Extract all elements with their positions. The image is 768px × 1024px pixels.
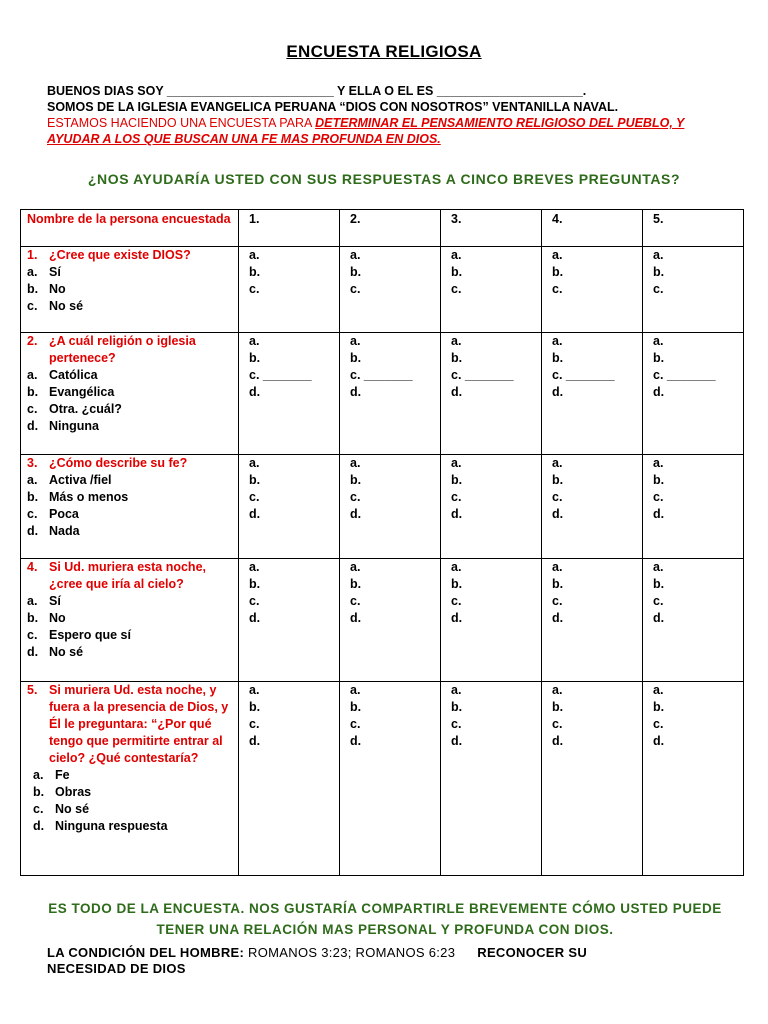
option-item [27, 644, 232, 661]
answer-choice[interactable]: c. _______ [552, 368, 615, 382]
answer-choice[interactable]: b. [552, 351, 564, 365]
answer-cell[interactable] [239, 682, 340, 876]
question-number: 4. [27, 560, 38, 574]
question-title [27, 559, 232, 593]
answer-choice[interactable]: a. [249, 683, 260, 697]
answer-choice[interactable]: b. [653, 265, 665, 279]
answer-choice[interactable]: c. [653, 282, 664, 296]
answer-choices [649, 247, 737, 298]
footer-rest: NECESIDAD DE DIOS [47, 961, 186, 976]
question-title [27, 247, 232, 264]
answer-choice[interactable]: a. [653, 560, 664, 574]
question-cell [21, 455, 239, 559]
table-header-row [21, 210, 744, 247]
answer-choice[interactable]: a. [653, 334, 664, 348]
answer-choice[interactable]: d. [451, 734, 463, 748]
answer-choice[interactable]: b. [552, 700, 564, 714]
question-number: 2. [27, 334, 38, 348]
answer-choice[interactable]: c. [350, 717, 361, 731]
option-letter: a. [27, 594, 38, 608]
answer-choice[interactable]: a. [451, 248, 462, 262]
answer-choices [649, 333, 737, 401]
answer-cell[interactable] [239, 333, 340, 455]
option-item [27, 801, 232, 818]
question-text: Si Ud. muriera esta noche, ¿cree que iría al cielo? [49, 560, 206, 591]
answer-choice[interactable]: b. [451, 577, 463, 591]
answer-cell[interactable] [441, 333, 542, 455]
question-row [21, 333, 744, 455]
survey-question-heading: ¿NOS AYUDARÍA USTED CON SUS RESPUESTAS A CINCO BREVES PREGUNTAS? [87, 171, 681, 187]
answer-choices [649, 682, 737, 750]
answer-choices [548, 559, 636, 627]
question-text: ¿A cuál religión o iglesia pertenece? [49, 334, 196, 365]
answer-choices [649, 455, 737, 523]
answer-choice[interactable]: a. [653, 456, 664, 470]
question-cell [21, 682, 239, 876]
answer-choice[interactable]: a. [350, 334, 361, 348]
answer-choices [548, 247, 636, 298]
answer-cell[interactable] [239, 559, 340, 682]
answer-choice[interactable]: b. [350, 265, 362, 279]
answer-choice[interactable]: b. [249, 473, 261, 487]
option-text: Evangélica [49, 385, 115, 399]
answer-choice[interactable]: a. [451, 456, 462, 470]
answer-choice[interactable]: a. [552, 334, 563, 348]
answer-choice[interactable]: b. [653, 473, 665, 487]
answer-choice[interactable]: a. [249, 248, 260, 262]
answer-choice[interactable]: d. [653, 507, 665, 521]
answer-cell[interactable] [340, 247, 441, 333]
answer-choice[interactable]: b. [451, 351, 463, 365]
question-row [21, 455, 744, 559]
answer-choice[interactable]: d. [451, 507, 463, 521]
intro-purpose-plain: ESTAMOS HACIENDO UNA ENCUESTA PARA [47, 116, 316, 130]
option-text: Obras [55, 785, 92, 799]
option-text: Católica [49, 368, 98, 382]
option-text: No sé [49, 299, 84, 313]
answer-choice[interactable]: b. [653, 577, 665, 591]
answer-choice[interactable]: a. [552, 248, 563, 262]
option-letter: c. [27, 299, 38, 313]
option-text: Fe [55, 768, 70, 782]
header-col-4 [542, 210, 643, 247]
answer-choice[interactable]: a. [249, 560, 260, 574]
answer-choice[interactable]: c. [451, 282, 462, 296]
question-row [21, 682, 744, 876]
option-letter: b. [27, 282, 39, 296]
column-number: 5. [653, 212, 664, 226]
answer-choice[interactable]: d. [350, 734, 362, 748]
answer-choice[interactable]: d. [552, 734, 564, 748]
answer-choice[interactable]: c. [552, 490, 563, 504]
answer-choices [447, 559, 535, 627]
answer-choice[interactable]: b. [451, 265, 463, 279]
answer-choice[interactable]: a. [653, 683, 664, 697]
question-title [27, 455, 232, 472]
option-letter: a. [33, 768, 44, 782]
option-item [27, 610, 232, 627]
answer-choice[interactable]: c. [350, 282, 361, 296]
option-text: Sí [49, 594, 61, 608]
column-number: 4. [552, 212, 563, 226]
option-letter: a. [27, 265, 38, 279]
option-text: Espero que sí [49, 628, 131, 642]
answer-choices [447, 247, 535, 298]
answer-choice[interactable]: d. [653, 611, 665, 625]
answer-choice[interactable]: d. [249, 507, 261, 521]
answer-cell[interactable] [643, 247, 744, 333]
question-number: 3. [27, 456, 38, 470]
answer-choice[interactable]: b. [350, 351, 362, 365]
answer-choice[interactable]: a. [451, 334, 462, 348]
answer-cell[interactable] [643, 559, 744, 682]
answer-cell[interactable] [441, 682, 542, 876]
option-letter: c. [27, 628, 38, 642]
answer-choice[interactable]: b. [552, 473, 564, 487]
column-number: 1. [249, 212, 260, 226]
intro-purpose-emphasis: DETERMINAR EL PENSAMIENTO RELIGIOSO DEL PUEBLO, Y AYUDAR A LOS QUE BUSCAN UNA FE MAS PROFUNDA EN DIOS. [47, 116, 685, 146]
option-item [27, 593, 232, 610]
answer-choice[interactable]: b. [249, 577, 261, 591]
answer-choice[interactable]: a. [350, 683, 361, 697]
option-item [27, 298, 232, 315]
option-text: Otra. ¿cuál? [49, 402, 122, 416]
header-col-2 [340, 210, 441, 247]
header-col-5 [643, 210, 744, 247]
answer-choice[interactable]: c. [249, 717, 260, 731]
option-text: Ninguna [49, 419, 99, 433]
option-text: No [49, 282, 66, 296]
answer-choice[interactable]: d. [451, 385, 463, 399]
answer-choice[interactable]: c. [451, 717, 462, 731]
intro-line-1: BUENOS DIAS SOY ________________________ Y ELLA O EL ES _____________________. [47, 84, 587, 98]
footer-refs: ROMANOS 3:23; ROMANOS 6:23 [244, 945, 456, 960]
option-item [27, 627, 232, 644]
answer-choice[interactable]: d. [350, 385, 362, 399]
option-item [27, 506, 232, 523]
option-text: Más o menos [49, 490, 129, 504]
answer-choice[interactable]: b. [653, 700, 665, 714]
answer-choices [447, 682, 535, 750]
intro-line-2: SOMOS DE LA IGLESIA EVANGELICA PERUANA “DIOS CON NOSOTROS” VENTANILLA NAVAL. [47, 100, 619, 114]
option-item [27, 767, 232, 784]
answer-cell[interactable] [542, 333, 643, 455]
answer-choices [548, 682, 636, 750]
option-item [27, 523, 232, 540]
answer-cell[interactable] [643, 333, 744, 455]
question-cell [21, 559, 239, 682]
answer-choice[interactable]: d. [653, 385, 665, 399]
answer-choices [447, 333, 535, 401]
answer-choice[interactable]: c. [653, 594, 664, 608]
answer-choice[interactable]: d. [552, 611, 564, 625]
answer-choice[interactable]: b. [653, 351, 665, 365]
header-col-1 [239, 210, 340, 247]
option-letter: b. [33, 785, 45, 799]
answer-choice[interactable]: b. [249, 265, 261, 279]
option-item [27, 264, 232, 281]
option-letter: d. [27, 645, 39, 659]
answer-cell[interactable] [239, 247, 340, 333]
answer-choice[interactable]: b. [350, 700, 362, 714]
footer-label-2: RECONOCER SU [477, 945, 588, 960]
question-number: 5. [27, 683, 38, 697]
option-text: Activa /fiel [49, 473, 112, 487]
option-letter: b. [27, 611, 39, 625]
option-item [27, 489, 232, 506]
answer-cell[interactable] [441, 247, 542, 333]
option-text: Poca [49, 507, 79, 521]
answer-choices [346, 455, 434, 523]
option-item [27, 384, 232, 401]
answer-choices [346, 333, 434, 401]
column-number: 2. [350, 212, 361, 226]
answer-cell[interactable] [542, 247, 643, 333]
answer-choices [245, 247, 333, 298]
header-name-cell [21, 210, 239, 247]
question-cell [21, 333, 239, 455]
answer-choice[interactable]: c. _______ [249, 368, 312, 382]
answer-cell[interactable] [542, 682, 643, 876]
answer-choice[interactable]: b. [552, 265, 564, 279]
answer-choice[interactable]: c. [451, 490, 462, 504]
option-letter: b. [27, 490, 39, 504]
option-letter: d. [27, 524, 39, 538]
answer-choice[interactable]: c. _______ [350, 368, 413, 382]
option-letter: d. [33, 819, 45, 833]
answer-choice[interactable]: d. [451, 611, 463, 625]
answer-choices [548, 455, 636, 523]
option-text: No sé [49, 645, 84, 659]
answer-choice[interactable]: c. [552, 717, 563, 731]
answer-cell[interactable] [340, 333, 441, 455]
header-col-3 [441, 210, 542, 247]
answer-choice[interactable]: c. [552, 594, 563, 608]
answer-choice[interactable]: c. [653, 490, 664, 504]
answer-choices [346, 247, 434, 298]
answer-choice[interactable]: c. [249, 490, 260, 504]
answer-choices [245, 559, 333, 627]
answer-choice[interactable]: b. [350, 577, 362, 591]
answer-choice[interactable]: d. [552, 385, 564, 399]
option-letter: a. [27, 368, 38, 382]
answer-choice[interactable]: a. [249, 456, 260, 470]
answer-choice[interactable]: b. [350, 473, 362, 487]
answer-choice[interactable]: a. [350, 248, 361, 262]
answer-cell[interactable] [340, 455, 441, 559]
answer-choices [346, 682, 434, 750]
option-letter: c. [27, 402, 38, 416]
option-item [27, 418, 232, 435]
answer-choice[interactable]: a. [552, 560, 563, 574]
option-letter: a. [27, 473, 38, 487]
answer-choices [245, 682, 333, 750]
option-text: No sé [55, 802, 90, 816]
answer-cell[interactable] [239, 455, 340, 559]
option-item [27, 401, 232, 418]
answer-choice[interactable]: d. [350, 507, 362, 521]
answer-cell[interactable] [542, 559, 643, 682]
answer-choice[interactable]: b. [451, 700, 463, 714]
header-name-label: Nombre de la persona encuestada [27, 212, 231, 226]
answer-cell[interactable] [643, 455, 744, 559]
option-item [27, 784, 232, 801]
survey-table [20, 209, 744, 876]
intro-block [47, 83, 727, 147]
answer-choices [346, 559, 434, 627]
answer-cell[interactable] [542, 455, 643, 559]
answer-choice[interactable]: c. [350, 594, 361, 608]
question-title [27, 682, 232, 767]
answer-choice[interactable]: a. [552, 456, 563, 470]
footer-block [47, 945, 727, 977]
answer-choices [245, 333, 333, 401]
question-text: ¿Cómo describe su fe? [49, 456, 188, 470]
answer-choice[interactable]: a. [249, 334, 260, 348]
option-text: No [49, 611, 66, 625]
answer-choice[interactable]: d. [249, 611, 261, 625]
footer-label: LA CONDICIÓN DEL HOMBRE: [47, 945, 245, 960]
answer-choice[interactable]: b. [451, 473, 463, 487]
answer-cell[interactable] [340, 682, 441, 876]
question-title [27, 333, 232, 367]
answer-choice[interactable]: b. [249, 700, 261, 714]
answer-choice[interactable]: c. [249, 282, 260, 296]
column-number: 3. [451, 212, 462, 226]
answer-choice[interactable]: c. _______ [653, 368, 716, 382]
answer-choice[interactable]: a. [552, 683, 563, 697]
option-item [27, 818, 232, 835]
answer-choice[interactable]: d. [552, 507, 564, 521]
answer-choice[interactable]: c. [350, 490, 361, 504]
answer-choices [548, 333, 636, 401]
answer-choice[interactable]: c. [552, 282, 563, 296]
answer-choice[interactable]: a. [451, 683, 462, 697]
option-letter: d. [27, 419, 39, 433]
answer-choice[interactable]: d. [249, 385, 261, 399]
answer-choice[interactable]: c. [653, 717, 664, 731]
question-text: ¿Cree que existe DIOS? [49, 248, 191, 262]
answer-choices [447, 455, 535, 523]
option-letter: c. [33, 802, 44, 816]
answer-choice[interactable]: a. [451, 560, 462, 574]
option-item [27, 367, 232, 384]
answer-choice[interactable]: d. [653, 734, 665, 748]
answer-choice[interactable]: b. [552, 577, 564, 591]
question-cell [21, 247, 239, 333]
question-text: Si muriera Ud. esta noche, y fuera a la presencia de Dios, y Él le preguntara: “¿Por qué tengo que permitirte entrar al cielo? ¿Qué contestaría? [49, 683, 229, 765]
answer-choices [649, 559, 737, 627]
answer-choice[interactable]: d. [249, 734, 261, 748]
answer-choice[interactable]: a. [653, 248, 664, 262]
option-text: Ninguna respuesta [55, 819, 168, 833]
answer-cell[interactable] [643, 682, 744, 876]
option-item [27, 281, 232, 298]
closing-statement: ES TODO DE LA ENCUESTA. NOS GUSTARÍA COMPARTIRLE BREVEMENTE CÓMO USTED PUEDE TENER UNA RELACIÓN MAS PERSONAL Y PROFUNDA CON DIOS. [48, 901, 722, 937]
document-title: ENCUESTA RELIGIOSA [286, 42, 482, 61]
option-text: Sí [49, 265, 61, 279]
answer-choice[interactable]: c. [451, 594, 462, 608]
question-row [21, 559, 744, 682]
answer-choices [245, 455, 333, 523]
option-item [27, 472, 232, 489]
answer-choice[interactable]: c. [249, 594, 260, 608]
option-text: Nada [49, 524, 80, 538]
answer-choice[interactable]: d. [350, 611, 362, 625]
answer-cell[interactable] [340, 559, 441, 682]
option-letter: c. [27, 507, 38, 521]
answer-choice[interactable]: b. [249, 351, 261, 365]
answer-cell[interactable] [441, 455, 542, 559]
question-number: 1. [27, 248, 38, 262]
intro-line-3 [47, 115, 727, 147]
question-row [21, 247, 744, 333]
answer-choice[interactable]: c. _______ [451, 368, 514, 382]
answer-choice[interactable]: a. [350, 456, 361, 470]
answer-choice[interactable]: a. [350, 560, 361, 574]
answer-cell[interactable] [441, 559, 542, 682]
option-letter: b. [27, 385, 39, 399]
